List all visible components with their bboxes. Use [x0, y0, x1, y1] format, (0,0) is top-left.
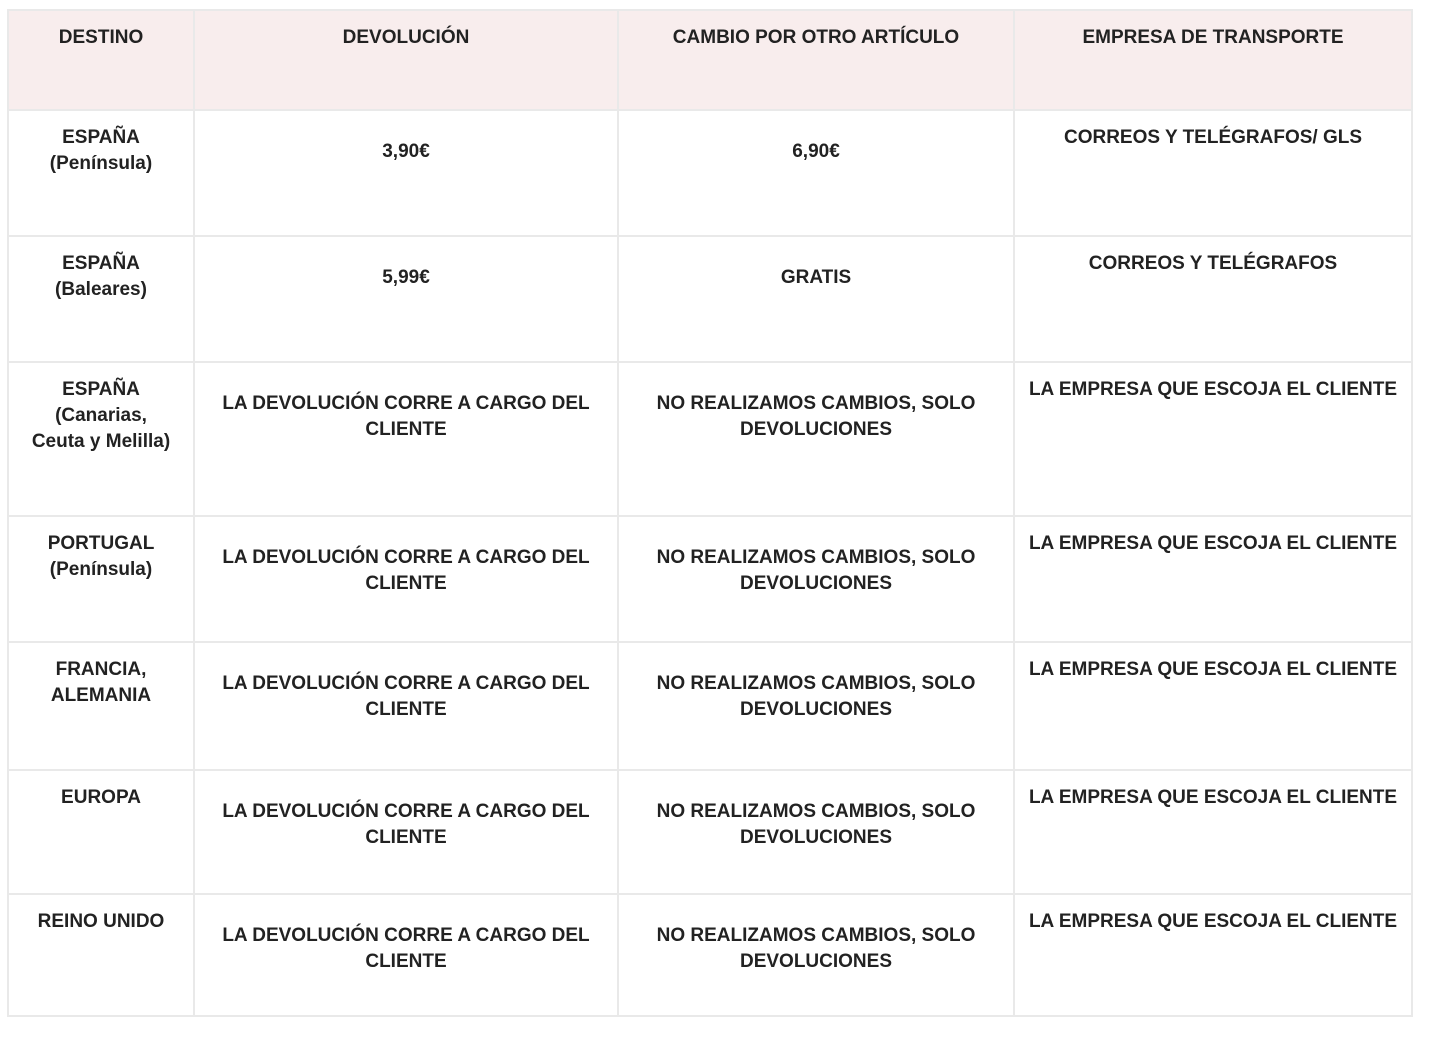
cambio-text: NO REALIZAMOS CAMBIOS, SOLO DEVOLUCIONES	[656, 547, 976, 594]
cell-destino	[8, 894, 194, 1016]
cell-destino	[8, 642, 194, 770]
devolucion-text: LA DEVOLUCIÓN CORRE A CARGO DEL CLIENTE	[222, 801, 590, 848]
cell-devolucion	[194, 642, 618, 770]
destino-line: ESPAÑA	[62, 379, 140, 400]
table-row	[8, 642, 1412, 770]
returns-table	[7, 9, 1413, 1017]
cell-empresa	[1014, 770, 1412, 894]
destino-lines	[21, 377, 181, 455]
empresa-text: LA EMPRESA QUE ESCOJA EL CLIENTE	[1028, 911, 1398, 932]
devolucion-text: 5,99€	[382, 267, 430, 288]
destino-line: ALEMANIA	[50, 685, 152, 706]
devolucion-text: LA DEVOLUCIÓN CORRE A CARGO DEL CLIENTE	[222, 925, 590, 972]
cell-destino	[8, 110, 194, 236]
cell-destino	[8, 770, 194, 894]
cell-empresa	[1014, 642, 1412, 770]
empresa-text: CORREOS Y TELÉGRAFOS/ GLS	[1063, 127, 1363, 148]
empresa-text: LA EMPRESA QUE ESCOJA EL CLIENTE	[1028, 533, 1398, 554]
cell-cambio	[618, 894, 1014, 1016]
cell-devolucion	[194, 236, 618, 362]
empresa-text: CORREOS Y TELÉGRAFOS	[1088, 253, 1338, 274]
cell-empresa	[1014, 894, 1412, 1016]
devolucion-text: 3,90€	[382, 141, 430, 162]
cell-cambio	[618, 516, 1014, 642]
cambio-text: NO REALIZAMOS CAMBIOS, SOLO DEVOLUCIONES	[656, 673, 976, 720]
destino-line: (Península)	[49, 559, 153, 580]
destino-lines	[21, 785, 181, 811]
cell-cambio	[618, 642, 1014, 770]
header-empresa: EMPRESA DE TRANSPORTE	[1014, 10, 1412, 110]
table-row	[8, 110, 1412, 236]
table-row	[8, 362, 1412, 516]
destino-line: ESPAÑA	[62, 127, 140, 148]
cell-devolucion	[194, 894, 618, 1016]
empresa-text: LA EMPRESA QUE ESCOJA EL CLIENTE	[1028, 787, 1398, 808]
table-row	[8, 516, 1412, 642]
cell-cambio	[618, 236, 1014, 362]
destino-line: REINO UNIDO	[37, 911, 165, 932]
cell-empresa	[1014, 516, 1412, 642]
cell-devolucion	[194, 770, 618, 894]
empresa-text: LA EMPRESA QUE ESCOJA EL CLIENTE	[1028, 659, 1398, 680]
cell-cambio	[618, 362, 1014, 516]
cell-empresa	[1014, 362, 1412, 516]
destino-line: (Baleares)	[55, 279, 147, 300]
destino-line: (Canarias,	[55, 405, 147, 426]
cambio-text: NO REALIZAMOS CAMBIOS, SOLO DEVOLUCIONES	[656, 393, 976, 440]
cambio-text: NO REALIZAMOS CAMBIOS, SOLO DEVOLUCIONES	[656, 925, 976, 972]
cell-destino	[8, 362, 194, 516]
destino-lines	[21, 125, 181, 177]
cell-destino	[8, 516, 194, 642]
table-row	[8, 236, 1412, 362]
cambio-text: 6,90€	[792, 141, 840, 162]
destino-line: FRANCIA,	[55, 659, 147, 680]
destino-lines	[21, 251, 181, 303]
destino-line: ESPAÑA	[62, 253, 140, 274]
empresa-text: LA EMPRESA QUE ESCOJA EL CLIENTE	[1028, 379, 1398, 400]
devolucion-text: LA DEVOLUCIÓN CORRE A CARGO DEL CLIENTE	[222, 673, 590, 720]
destino-lines	[21, 531, 181, 583]
cell-cambio	[618, 110, 1014, 236]
header-cambio: CAMBIO POR OTRO ARTÍCULO	[618, 10, 1014, 110]
header-destino: DESTINO	[8, 10, 194, 110]
destino-line: PORTUGAL	[47, 533, 155, 554]
destino-line: Ceuta y Melilla)	[31, 431, 171, 452]
header-devolucion: DEVOLUCIÓN	[194, 10, 618, 110]
cambio-text: GRATIS	[780, 267, 852, 288]
cell-cambio	[618, 770, 1014, 894]
cell-devolucion	[194, 110, 618, 236]
cambio-text: NO REALIZAMOS CAMBIOS, SOLO DEVOLUCIONES	[656, 801, 976, 848]
cell-devolucion	[194, 516, 618, 642]
table-row	[8, 770, 1412, 894]
devolucion-text: LA DEVOLUCIÓN CORRE A CARGO DEL CLIENTE	[222, 393, 590, 440]
table-header	[8, 10, 1412, 110]
cell-empresa	[1014, 236, 1412, 362]
table-row	[8, 894, 1412, 1016]
destino-lines	[21, 657, 181, 709]
destino-lines	[21, 909, 181, 935]
table-body	[8, 110, 1412, 1016]
destino-line: (Península)	[49, 153, 153, 174]
header-row	[8, 10, 1412, 110]
cell-devolucion	[194, 362, 618, 516]
cell-empresa	[1014, 110, 1412, 236]
devolucion-text: LA DEVOLUCIÓN CORRE A CARGO DEL CLIENTE	[222, 547, 590, 594]
destino-line: EUROPA	[61, 787, 141, 808]
cell-destino	[8, 236, 194, 362]
